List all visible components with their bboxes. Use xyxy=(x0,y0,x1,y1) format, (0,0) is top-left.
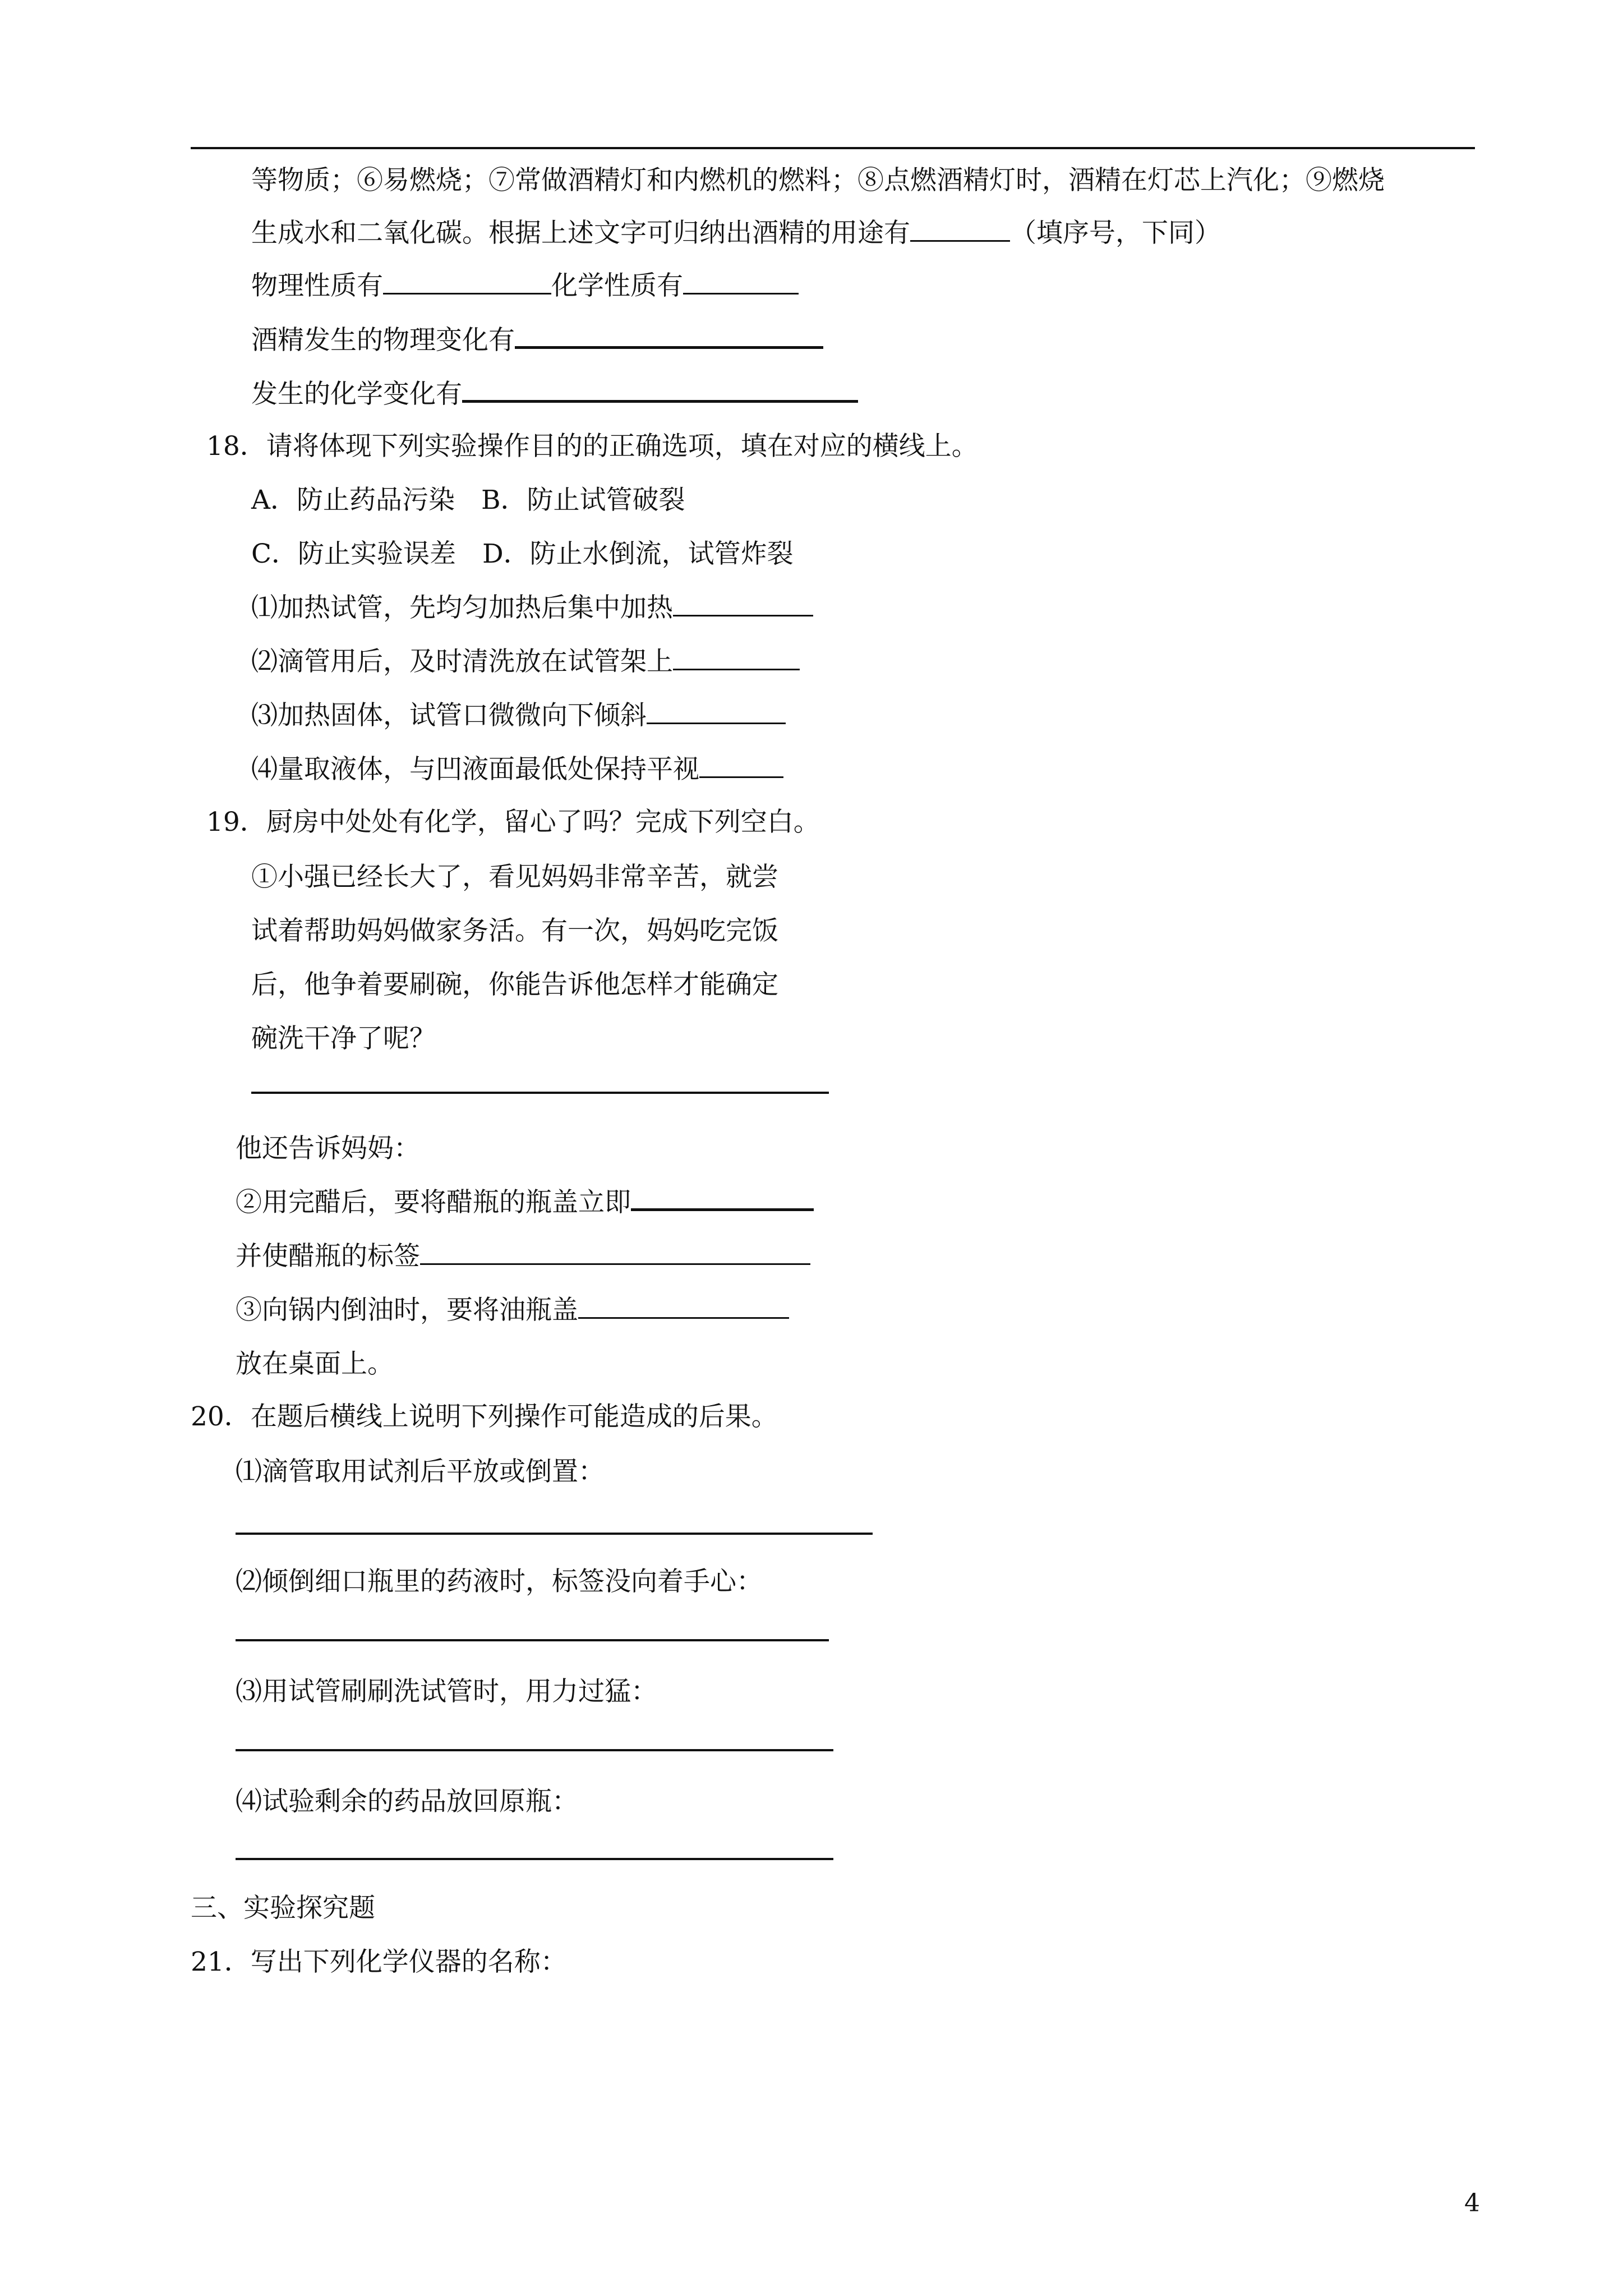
section-3-heading: 三、实验探究题 xyxy=(191,1893,375,1924)
q17-chemical-change-blank[interactable] xyxy=(462,400,858,403)
q19-p1-line2: 试着帮助妈妈做家务活。有一次，妈妈吃完饭 xyxy=(251,915,778,946)
q18-stem: 18．请将体现下列实验操作目的的正确选项，填在对应的横线上。 xyxy=(206,431,978,462)
q19-p2b: 并使醋瓶的标签 xyxy=(236,1240,810,1273)
q20-item-1: ⑴滴管取用试剂后平放或倒置： xyxy=(236,1456,605,1487)
q18-blank-4[interactable] xyxy=(699,776,783,778)
q18-item-2: ⑵滴管用后，及时清洗放在试管架上 xyxy=(251,645,800,679)
q18-item-3: ⑶加热固体，试管口微微向下倾斜 xyxy=(251,699,786,733)
q18-item-1: ⑴加热试管，先均匀加热后集中加热 xyxy=(251,591,813,625)
q19-answer-line-1[interactable] xyxy=(251,1092,829,1094)
q17-physical-change-blank[interactable] xyxy=(515,346,823,349)
q18-blank-3[interactable] xyxy=(647,723,786,724)
q17-uses-blank[interactable] xyxy=(910,240,1010,242)
q19-p3: ③向锅内倒油时，要将油瓶盖 xyxy=(236,1294,789,1327)
q21-stem: 21．写出下列化学仪器的名称： xyxy=(191,1947,567,1977)
q19-also-told: 他还告诉妈妈： xyxy=(236,1133,420,1164)
q19-label-blank[interactable] xyxy=(420,1263,810,1265)
q19-stem: 19．厨房中处处有化学，留心了吗？完成下列空白。 xyxy=(206,807,820,838)
q19-p3b: 放在桌面上。 xyxy=(236,1349,394,1379)
q18-blank-2[interactable] xyxy=(673,669,800,670)
q20-item-4: ⑷试验剩余的药品放回原瓶： xyxy=(236,1786,578,1817)
page-number: 4 xyxy=(1464,2189,1480,2217)
q18-options-row1: A．防止药品污染 B．防止试管破裂 xyxy=(251,485,685,516)
q20-answer-line-4[interactable] xyxy=(236,1858,833,1860)
q17-chemical-blank[interactable] xyxy=(683,293,799,295)
q20-item-3: ⑶用试管刷刷洗试管时，用力过猛： xyxy=(236,1676,657,1707)
q18-options-row2: C．防止实验误差 D．防止水倒流，试管炸裂 xyxy=(251,539,794,569)
q18-item-4: ⑷量取液体，与凹液面最低处保持平视 xyxy=(251,753,783,786)
q19-p1-line4: 碗洗干净了呢？ xyxy=(251,1023,436,1054)
q17-properties-line: 物理性质有 化学性质有 xyxy=(251,269,799,303)
q19-p1-line1: ①小强已经长大了，看见妈妈非常辛苦，就尝 xyxy=(251,862,778,892)
q20-item-2: ⑵倾倒细口瓶里的药液时，标签没向着手心： xyxy=(236,1566,763,1597)
q20-answer-line-3[interactable] xyxy=(236,1749,833,1751)
q17-physical-blank[interactable] xyxy=(383,293,551,295)
q20-answer-line-1[interactable] xyxy=(236,1533,873,1535)
q19-p1-line3: 后，他争着要刷碗，你能告诉他怎样才能确定 xyxy=(251,969,778,1000)
header-rule xyxy=(191,147,1475,149)
q20-stem: 20．在题后横线上说明下列操作可能造成的后果。 xyxy=(191,1401,778,1432)
q20-answer-line-2[interactable] xyxy=(236,1639,829,1641)
q17-line2: 生成水和二氧化碳。根据上述文字可归纳出酒精的用途有 （填序号，下同） xyxy=(251,218,1221,249)
q19-p2: ②用完醋后，要将醋瓶的瓶盖立即 xyxy=(236,1186,814,1220)
q19-cap-blank[interactable] xyxy=(631,1208,814,1211)
q19-oil-cap-blank[interactable] xyxy=(578,1317,789,1319)
q17-chemical-change-line: 发生的化学变化有 xyxy=(251,378,858,411)
q17-line1: 等物质；⑥易燃烧；⑦常做酒精灯和内燃机的燃料；⑧点燃酒精灯时，酒精在灯芯上汽化；⑨燃烧 xyxy=(251,165,1385,196)
q18-blank-1[interactable] xyxy=(673,615,813,616)
q17-physical-change-line: 酒精发生的物理变化有 xyxy=(251,324,823,357)
